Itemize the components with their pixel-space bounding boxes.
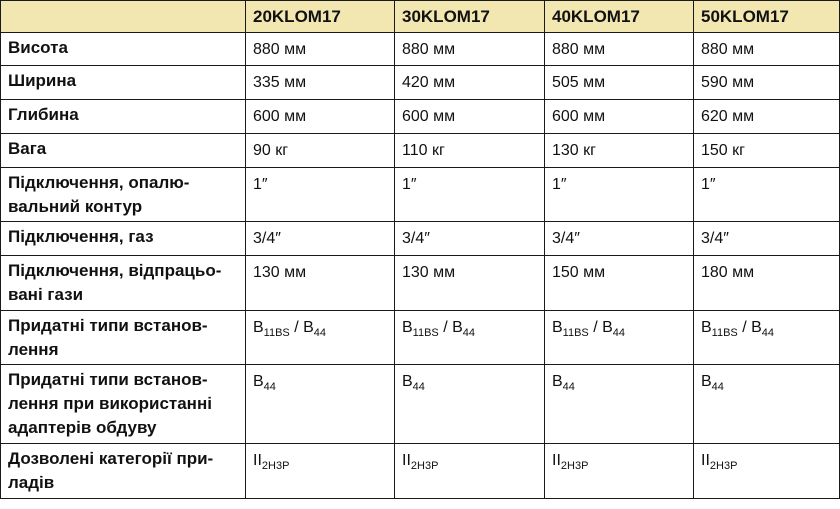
table-cell: $II_{2H3P}$: [545, 444, 694, 499]
row-label-line: вальний контур: [8, 197, 143, 216]
table-cell: 150 кг: [694, 134, 840, 168]
row-label-line: Придатні типи встанов-: [8, 316, 208, 335]
row-label-line: Придатні типи встанов-: [8, 370, 208, 389]
table-cell: 600 мм: [545, 100, 694, 134]
row-label: [1, 444, 246, 499]
row-label-line: вані гази: [8, 285, 84, 304]
table-cell: 1″: [395, 168, 545, 222]
table-row: [1, 222, 840, 256]
row-label: [1, 256, 246, 311]
table-row: [1, 256, 840, 311]
row-label: [1, 311, 246, 365]
table-row: [1, 134, 840, 168]
table-row: [1, 66, 840, 100]
table-cell: $B_{44}$: [395, 365, 545, 444]
table-cell: 880 мм: [395, 33, 545, 66]
row-label-line: Підключення, відпрацьо-: [8, 261, 222, 280]
row-label: Ширина: [1, 66, 246, 100]
table-cell: 880 мм: [694, 33, 840, 66]
table-cell: 880 мм: [246, 33, 395, 66]
row-label-line: ладів: [8, 473, 55, 492]
table-cell: 590 мм: [694, 66, 840, 100]
column-header: 40KLOM17: [545, 1, 694, 33]
row-label: Вага: [1, 134, 246, 168]
table-cell: $B_{11BS} / B_{44}$: [694, 311, 840, 365]
row-label-line: Підключення, опалю-: [8, 173, 190, 192]
table-cell: 130 мм: [395, 256, 545, 311]
table-cell: 130 кг: [545, 134, 694, 168]
row-label: Підключення, газ: [1, 222, 246, 256]
header-row: [1, 1, 840, 33]
table-cell: $B_{44}$: [694, 365, 840, 444]
table-cell: $II_{2H3P}$: [246, 444, 395, 499]
table-cell: 335 мм: [246, 66, 395, 100]
table-cell: 3/4″: [395, 222, 545, 256]
table-cell: 3/4″: [545, 222, 694, 256]
table-cell: 620 мм: [694, 100, 840, 134]
table-cell: 880 мм: [545, 33, 694, 66]
row-label-line: лення: [8, 340, 59, 359]
row-label-line: адаптерів обдуву: [8, 418, 157, 437]
table-cell: $B_{11BS} / B_{44}$: [395, 311, 545, 365]
table-cell: $II_{2H3P}$: [395, 444, 545, 499]
table-cell: 90 кг: [246, 134, 395, 168]
table-cell: 600 мм: [395, 100, 545, 134]
row-label: Висота: [1, 33, 246, 66]
table-row: [1, 311, 840, 365]
column-header: 50KLOM17: [694, 1, 840, 33]
table-cell: 1″: [545, 168, 694, 222]
row-label-line: лення при використанні: [8, 394, 212, 413]
table-cell: 110 кг: [395, 134, 545, 168]
table-cell: $B_{44}$: [545, 365, 694, 444]
table-cell: 420 мм: [395, 66, 545, 100]
row-label: [1, 168, 246, 222]
table-row: [1, 100, 840, 134]
column-header: 30KLOM17: [395, 1, 545, 33]
table-row: [1, 444, 840, 499]
row-label-line: Дозволені категорії при-: [8, 449, 214, 468]
table-row: [1, 168, 840, 222]
table-cell: $II_{2H3P}$: [694, 444, 840, 499]
table-cell: 505 мм: [545, 66, 694, 100]
table-cell: 3/4″: [694, 222, 840, 256]
row-label: Глибина: [1, 100, 246, 134]
column-header: 20KLOM17: [246, 1, 395, 33]
table-cell: $B_{11BS} / B_{44}$: [545, 311, 694, 365]
table-cell: $B_{11BS} / B_{44}$: [246, 311, 395, 365]
table-cell: 180 мм: [694, 256, 840, 311]
header-corner: [1, 1, 246, 33]
table-cell: 1″: [694, 168, 840, 222]
table-row: [1, 365, 840, 444]
table-cell: 600 мм: [246, 100, 395, 134]
table-row: [1, 33, 840, 66]
table-cell: 1″: [246, 168, 395, 222]
row-label: [1, 365, 246, 444]
table-cell: 3/4″: [246, 222, 395, 256]
table-cell: 150 мм: [545, 256, 694, 311]
table-cell: $B_{44}$: [246, 365, 395, 444]
table-cell: 130 мм: [246, 256, 395, 311]
